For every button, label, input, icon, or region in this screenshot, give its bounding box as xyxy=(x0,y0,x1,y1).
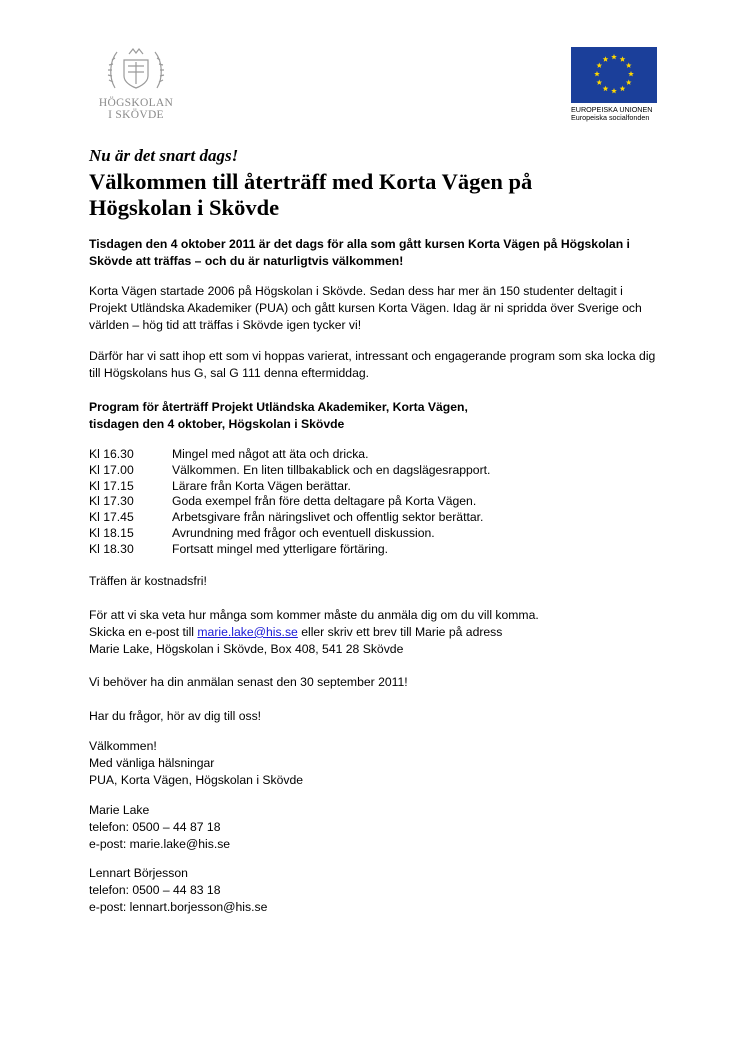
eu-logo xyxy=(571,47,657,122)
signup-line2-end: eller skriv ett brev till Marie på adress xyxy=(297,624,503,639)
signup-line1: För att vi ska veta hur många som kommer måste du anmäla dig om du vill komma. xyxy=(89,608,539,622)
university-seal-icon xyxy=(107,44,165,94)
schedule-time: Kl 18.30 xyxy=(89,541,134,556)
schedule-item: Mingel med något att äta och dricka. xyxy=(172,447,369,461)
contact-name: Marie Lake xyxy=(89,803,150,817)
kicker-heading: Nu är det snart dags! xyxy=(89,146,239,165)
signup-address: Marie Lake, Högskolan i Skövde, Box 408, 541 28 Skövde xyxy=(89,641,404,656)
program-heading xyxy=(89,399,659,433)
contact-email: e-post: marie.lake@his.se xyxy=(89,836,231,851)
schedule-row xyxy=(89,542,490,558)
contact-phone: telefon: 0500 – 44 83 18 xyxy=(89,882,221,897)
closing-welcome: Välkommen! xyxy=(89,739,157,753)
schedule-row xyxy=(89,510,490,526)
contact-block xyxy=(89,802,659,852)
page-title: Välkommen till återträff med Korta Vägen på Högskolan i Skövde xyxy=(89,169,533,220)
schedule-row xyxy=(89,463,490,479)
schedule-list xyxy=(89,447,490,558)
deadline-text: Vi behöver ha din anmälan senast den 30 september 2011! xyxy=(89,675,408,689)
contact-name: Lennart Börjesson xyxy=(89,866,188,880)
schedule-item: Avrundning med frågor och eventuell diskussion. xyxy=(172,525,435,540)
paragraph-program-intro: Därför har vi satt ihop ett som vi hoppas varierat, intressant och engagerande program som ska locka dig till Högskolans hus G, sal G 111 denna eftermiddag. xyxy=(89,349,656,380)
eu-label: EUROPEISKA UNIONEN xyxy=(571,105,653,114)
schedule-item: Välkommen. En liten tillbakablick och en dagslägesrapport. xyxy=(172,462,491,477)
closing-block xyxy=(89,738,659,788)
free-notice: Träffen är kostnadsfri! xyxy=(89,574,207,588)
schedule-row xyxy=(89,447,490,463)
signup-line2-start: Skicka en e-post till xyxy=(89,624,198,639)
paragraph-history: Korta Vägen startade 2006 på Högskolan i Skövde. Sedan dess har mer än 150 studenter deltagit i Projekt Utländska Akademiker (PUA) och gått kursen Korta Vägen. Idag är ni spridda över Sverige och världen – hög tid att träffas i Skövde igen tycker vi! xyxy=(89,284,642,332)
eu-flag-icon xyxy=(571,47,657,103)
signup-line2 xyxy=(89,624,659,641)
schedule-row xyxy=(89,526,490,542)
schedule-row xyxy=(89,494,490,510)
schedule-row xyxy=(89,479,490,495)
program-heading-line1: Program för återträff Projekt Utländska Akademiker, Korta Vägen, xyxy=(89,400,468,414)
contact-phone: telefon: 0500 – 44 87 18 xyxy=(89,819,221,834)
closing-regards: Med vänliga hälsningar xyxy=(89,755,215,770)
questions-text: Har du frågor, hör av dig till oss! xyxy=(89,709,262,723)
schedule-item: Lärare från Korta Vägen berättar. xyxy=(172,478,351,493)
schedule-time: Kl 16.30 xyxy=(89,447,134,461)
signup-paragraph xyxy=(89,607,659,657)
schedule-item: Fortsatt mingel med ytterligare förtäring. xyxy=(172,541,389,556)
schedule-item: Arbetsgivare från näringslivet och offentlig sektor berättar. xyxy=(172,510,484,525)
schedule-time: Kl 17.45 xyxy=(89,510,134,525)
contact-block xyxy=(89,865,659,915)
schedule-time: Kl 17.00 xyxy=(89,462,134,477)
schedule-time: Kl 17.15 xyxy=(89,478,134,493)
schedule-time: Kl 17.30 xyxy=(89,494,134,509)
contact-email: e-post: lennart.borjesson@his.se xyxy=(89,899,268,914)
program-heading-line2: tisdagen den 4 oktober, Högskolan i Skövde xyxy=(89,416,345,431)
email-link[interactable]: marie.lake@his.se xyxy=(197,624,298,639)
eu-sublabel: Europeiska socialfonden xyxy=(571,113,650,122)
closing-sender: PUA, Korta Vägen, Högskolan i Skövde xyxy=(89,772,304,787)
university-logo xyxy=(92,44,180,121)
schedule-item: Goda exempel från före detta deltagare på Korta Vägen. xyxy=(172,494,477,509)
schedule-time: Kl 18.15 xyxy=(89,525,134,540)
intro-paragraph: Tisdagen den 4 oktober 2011 är det dags för alla som gått kursen Korta Vägen på Högskolan i Skövde att träffas – och du är naturligtvis välkommen! xyxy=(89,237,630,268)
university-name: HÖGSKOLAN I SKÖVDE xyxy=(98,97,174,121)
